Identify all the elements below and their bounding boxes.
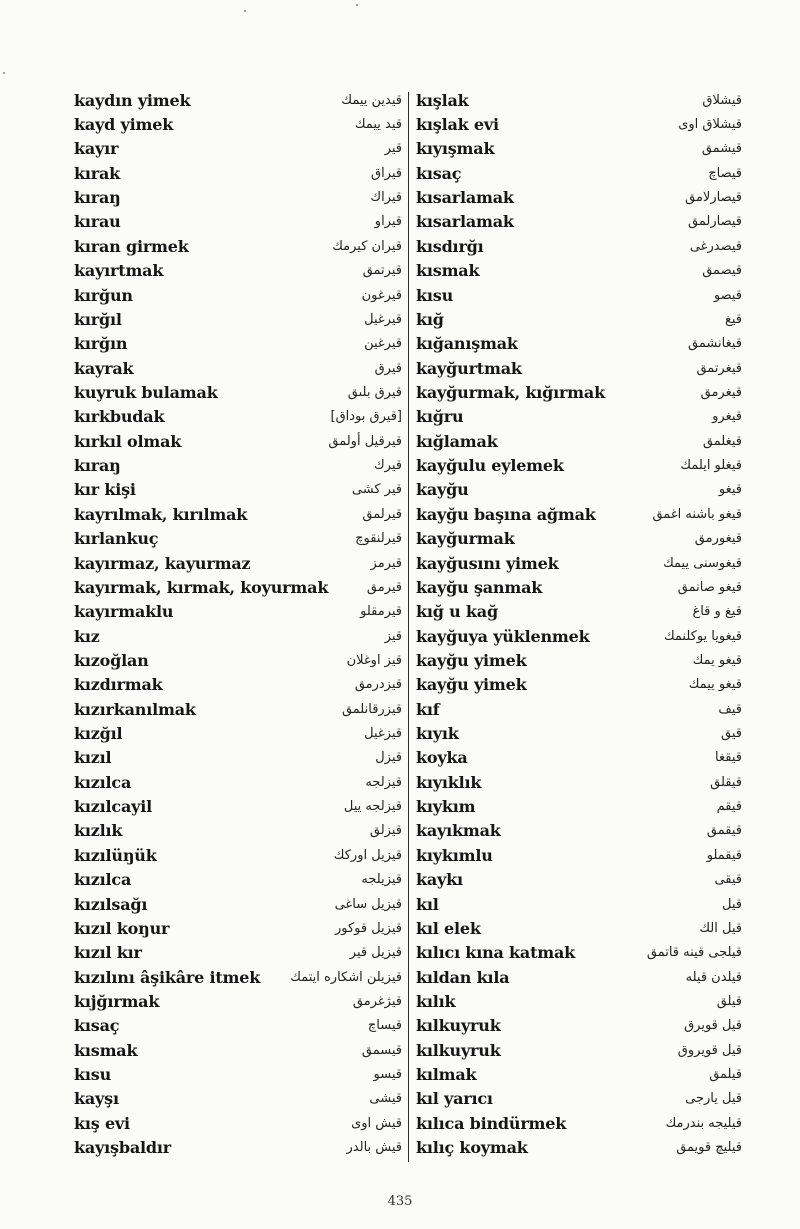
entry-ottoman-script: قيرمقلو [360, 604, 402, 620]
entry-ottoman-script: قيزغيل [364, 726, 402, 742]
entry-transliteration: kırğıl [74, 309, 122, 329]
entry-ottoman-script: قيصارلامق [685, 190, 742, 206]
dictionary-entry [74, 356, 402, 380]
entry-ottoman-script: قيغ و قاغ [692, 604, 742, 620]
dictionary-entry [74, 380, 402, 404]
entry-ottoman-script: قيش اوى [351, 1115, 402, 1131]
entry-transliteration: kayğu başına ağmak [416, 504, 596, 524]
dictionary-entry [74, 648, 402, 672]
entry-ottoman-script: [قيرق بوداق] [330, 409, 402, 425]
entry-transliteration: kırğın [74, 334, 128, 354]
dictionary-entry [416, 746, 742, 770]
entry-transliteration: kısdırğı [416, 236, 484, 256]
entry-transliteration: kıykımlu [416, 845, 493, 865]
entry-ottoman-script: قيغورمق [694, 531, 742, 547]
entry-ottoman-script: قيرمز [370, 555, 402, 571]
dictionary-entry [416, 1135, 742, 1159]
dictionary-entry [74, 916, 402, 940]
dictionary-entry [416, 356, 742, 380]
entry-transliteration: koyka [416, 748, 468, 768]
entry-transliteration: kırak [74, 163, 121, 183]
dictionary-entry [416, 868, 742, 892]
entry-ottoman-script: قيقم [716, 799, 742, 815]
dictionary-entry [416, 453, 742, 477]
dictionary-entry [416, 941, 742, 965]
dictionary-entry [74, 88, 402, 112]
dictionary-entry [416, 721, 742, 745]
entry-transliteration: kayşı [74, 1089, 119, 1109]
dictionary-entry [416, 697, 742, 721]
dictionary-entry [74, 1135, 402, 1159]
entry-ottoman-script: قيشلاق اوى [678, 117, 742, 133]
dictionary-entry [74, 112, 402, 136]
dictionary-entry [74, 478, 402, 502]
dictionary-entry [416, 1062, 742, 1086]
entry-ottoman-script: قيران كيرمك [332, 238, 402, 254]
entry-transliteration: kırğun [74, 285, 133, 305]
entry-ottoman-script: قيرتمق [362, 263, 402, 279]
scan-speck [3, 72, 5, 74]
dictionary-entry [416, 88, 742, 112]
entry-ottoman-script: قيليچ قويمق [676, 1140, 742, 1156]
entry-ottoman-script: قيزلجه [365, 774, 402, 790]
entry-transliteration: kızğıl [74, 724, 123, 744]
entry-transliteration: kayıkmak [416, 821, 501, 841]
column-divider [408, 92, 409, 1162]
dictionary-entry [74, 161, 402, 185]
dictionary-entry [416, 526, 742, 550]
entry-transliteration: kıjğırmak [74, 991, 160, 1011]
entry-transliteration: kıykım [416, 797, 476, 817]
entry-ottoman-script: قيرغين [364, 336, 402, 352]
entry-ottoman-script: قيشلاق [702, 92, 742, 108]
entry-transliteration: kısu [416, 285, 454, 305]
entry-transliteration: kırkbudak [74, 407, 165, 427]
entry-transliteration: kızlık [74, 821, 123, 841]
dictionary-entry [416, 112, 742, 136]
entry-transliteration: kısarlamak [416, 188, 514, 208]
entry-ottoman-script: قيزيل قير [349, 945, 402, 961]
entry-transliteration: kır kişi [74, 480, 136, 500]
entry-transliteration: kaydın yimek [74, 90, 191, 110]
dictionary-entry [74, 1038, 402, 1062]
entry-transliteration: kızılsağı [74, 894, 148, 914]
dictionary-entry [416, 819, 742, 843]
dictionary-entry [74, 575, 402, 599]
entry-ottoman-script: قيراق [370, 165, 402, 181]
dictionary-entry [416, 989, 742, 1013]
entry-ottoman-script: قيزيل ساغى [334, 896, 402, 912]
entry-ottoman-script: قيلدن قيله [685, 969, 742, 985]
dictionary-entry [74, 405, 402, 429]
entry-transliteration: kısarlamak [416, 212, 514, 232]
entry-transliteration: kızdırmak [74, 675, 163, 695]
dictionary-entry [74, 1087, 402, 1111]
left-column [74, 88, 402, 1160]
entry-transliteration: kıldan kıla [416, 967, 510, 987]
entry-ottoman-script: قيزل [375, 750, 402, 766]
entry-transliteration: kızıl [74, 748, 112, 768]
dictionary-entry [74, 429, 402, 453]
dictionary-entry [416, 137, 742, 161]
entry-ottoman-script: قيشى [369, 1091, 402, 1107]
entry-transliteration: kızıl kır [74, 943, 142, 963]
entry-transliteration: kığ u kağ [416, 602, 498, 622]
entry-transliteration: kızılını âşikâre itmek [74, 967, 261, 987]
entry-ottoman-script: قيغ [724, 311, 742, 327]
entry-ottoman-script: قيصمق [702, 263, 742, 279]
entry-transliteration: kayırmaz, kayurmaz [74, 553, 251, 573]
entry-ottoman-script: قيل قويرق [684, 1018, 742, 1034]
entry-transliteration: kuyruk bulamak [74, 382, 218, 402]
entry-ottoman-script: قيرقيل أولمق [328, 433, 402, 449]
entry-ottoman-script: قيلجى قينه قاتمق [646, 945, 742, 961]
entry-transliteration: kayğu yimek [416, 675, 527, 695]
entry-ottoman-script: قيزيل قوكور [334, 920, 402, 936]
entry-ottoman-script: قيراو [374, 214, 402, 230]
dictionary-entry [74, 453, 402, 477]
dictionary-entry [416, 429, 742, 453]
entry-ottoman-script: قيقملو [706, 847, 742, 863]
entry-ottoman-script: قيرلنقوچ [355, 531, 402, 547]
entry-transliteration: kıran girmek [74, 236, 189, 256]
entry-transliteration: kızılcayil [74, 797, 152, 817]
entry-ottoman-script: قيرغيل [364, 311, 402, 327]
entry-transliteration: kızıl koŋur [74, 918, 170, 938]
entry-transliteration: kıl yarıcı [416, 1089, 493, 1109]
entry-transliteration: kayğurmak [416, 529, 515, 549]
entry-transliteration: kayışbaldır [74, 1138, 171, 1158]
entry-ottoman-script: قيزدرمق [354, 677, 402, 693]
entry-ottoman-script: قيغوسنى ييمك [663, 555, 742, 571]
entry-ottoman-script: قيقغا [715, 750, 742, 766]
dictionary-entry [74, 502, 402, 526]
dictionary-entry [74, 283, 402, 307]
entry-transliteration: kayğurmak, kığırmak [416, 382, 605, 402]
entry-transliteration: kıyık [416, 724, 459, 744]
entry-transliteration: kılıca bindürmek [416, 1113, 567, 1133]
entry-ottoman-script: قيغويا يوكلنمك [663, 628, 742, 644]
entry-transliteration: kısaç [416, 163, 462, 183]
entry-ottoman-script: قيشمق [701, 141, 742, 157]
entry-transliteration: kırau [74, 212, 121, 232]
entry-transliteration: kayğu yimek [416, 650, 527, 670]
entry-ottoman-script: قيغرمق [700, 384, 742, 400]
dictionary-entry [74, 770, 402, 794]
entry-transliteration: kayrak [74, 358, 134, 378]
entry-transliteration: kığru [416, 407, 464, 427]
entry-ottoman-script: قيغانشمق [688, 336, 742, 352]
entry-ottoman-script: قيغو صانمق [677, 579, 742, 595]
dictionary-entry [416, 794, 742, 818]
dictionary-entry [74, 697, 402, 721]
entry-ottoman-script: قيصاچ [708, 165, 742, 181]
dictionary-entry [416, 234, 742, 258]
dictionary-entry [74, 234, 402, 258]
entry-ottoman-script: قيزرقانلمق [341, 701, 402, 717]
dictionary-entry [74, 941, 402, 965]
dictionary-entry [74, 721, 402, 745]
dictionary-entry [74, 892, 402, 916]
dictionary-entry [416, 210, 742, 234]
dictionary-entry [416, 648, 742, 672]
dictionary-entry [416, 575, 742, 599]
entry-transliteration: kısmak [74, 1040, 138, 1060]
dictionary-entry [416, 502, 742, 526]
entry-ottoman-script: قيش بالدر [346, 1140, 402, 1156]
dictionary-entry [74, 259, 402, 283]
entry-ottoman-script: قيژغرمق [352, 993, 402, 1009]
entry-ottoman-script: قيز [384, 628, 402, 644]
right-column [416, 88, 742, 1160]
dictionary-entry [416, 1038, 742, 1062]
entry-ottoman-script: قيرق بلىق [347, 384, 402, 400]
entry-ottoman-script: قيف [718, 701, 742, 717]
entry-transliteration: kayd yimek [74, 115, 174, 135]
entry-transliteration: kıf [416, 699, 440, 719]
entry-ottoman-script: قيزلجه ييل [343, 799, 402, 815]
entry-ottoman-script: قيلق [716, 993, 742, 1009]
dictionary-entry [416, 916, 742, 940]
entry-transliteration: kılkuyruk [416, 1040, 501, 1060]
entry-transliteration: kaykı [416, 870, 463, 890]
dictionary-entry [74, 210, 402, 234]
entry-ottoman-script: قيرغون [361, 287, 402, 303]
entry-transliteration: kısaç [74, 1016, 120, 1036]
entry-transliteration: kılkuyruk [416, 1016, 501, 1036]
entry-ottoman-script: قيدين ييمك [341, 92, 402, 108]
dictionary-entry [416, 600, 742, 624]
dictionary-entry [416, 965, 742, 989]
dictionary-entry [74, 746, 402, 770]
entry-ottoman-script: قيغو يمك [692, 652, 742, 668]
dictionary-entry [416, 405, 742, 429]
entry-ottoman-script: قيل [722, 896, 742, 912]
entry-ottoman-script: قيغلو ايلمك [680, 458, 742, 474]
dictionary-entry [416, 624, 742, 648]
dictionary-entry [416, 892, 742, 916]
entry-transliteration: kığanışmak [416, 334, 518, 354]
entry-ottoman-script: قيغرتمق [696, 360, 742, 376]
entry-transliteration: kırkıl olmak [74, 431, 182, 451]
entry-transliteration: kızılca [74, 772, 132, 792]
dictionary-entry [74, 624, 402, 648]
entry-ottoman-script: قيصارلمق [688, 214, 742, 230]
entry-ottoman-script: قيسو [373, 1067, 402, 1083]
scan-speck [356, 4, 358, 6]
dictionary-entry [416, 332, 742, 356]
entry-ottoman-script: قيز اوغلان [346, 652, 402, 668]
entry-ottoman-script: قيليجه بندرمك [665, 1115, 742, 1131]
entry-transliteration: kırlankuç [74, 529, 159, 549]
dictionary-entry [74, 551, 402, 575]
entry-transliteration: kılıç koymak [416, 1138, 528, 1158]
entry-transliteration: kızılüŋük [74, 845, 157, 865]
entry-ottoman-script: قيغو [718, 482, 742, 498]
entry-ottoman-script: قيزيل اوركك [333, 847, 402, 863]
entry-ottoman-script: قيل الك [699, 920, 742, 936]
entry-transliteration: kıl elek [416, 918, 481, 938]
entry-ottoman-script: قيصدرغى [689, 238, 742, 254]
entry-ottoman-script: قيصو [713, 287, 742, 303]
dictionary-entry [74, 600, 402, 624]
entry-transliteration: kayğu şanmak [416, 577, 543, 597]
entry-transliteration: kızılca [74, 870, 132, 890]
scan-speck [244, 10, 246, 12]
dictionary-entry [74, 794, 402, 818]
entry-ottoman-script: قيراك [370, 190, 402, 206]
dictionary-entry [416, 551, 742, 575]
dictionary-entry [74, 1062, 402, 1086]
entry-transliteration: kayırmak, kırmak, koyurmak [74, 577, 329, 597]
entry-transliteration: kısmak [416, 261, 480, 281]
dictionary-entry [416, 1014, 742, 1038]
entry-transliteration: kayğusını yimek [416, 553, 559, 573]
entry-ottoman-script: قيغلمق [702, 433, 742, 449]
dictionary-entry [416, 307, 742, 331]
entry-ottoman-script: قيلمق [709, 1067, 742, 1083]
entry-transliteration: kıyıklık [416, 772, 482, 792]
entry-ottoman-script: قيزيلن اشكاره ايتمك [290, 969, 402, 985]
entry-transliteration: kayğu [416, 480, 469, 500]
dictionary-entry [416, 380, 742, 404]
entry-ottoman-script: قيساچ [367, 1018, 402, 1034]
entry-transliteration: kıraŋ [74, 188, 121, 208]
dictionary-entry [74, 868, 402, 892]
entry-transliteration: kız [74, 626, 100, 646]
page-number: 435 [387, 1194, 413, 1209]
entry-transliteration: kayğulu eylemek [416, 456, 564, 476]
entry-transliteration: kayırmaklu [74, 602, 174, 622]
dictionary-entry [416, 185, 742, 209]
dictionary-entry [74, 673, 402, 697]
entry-transliteration: kığ [416, 309, 444, 329]
dictionary-entry [74, 137, 402, 161]
entry-transliteration: kayğuya yüklenmek [416, 626, 590, 646]
dictionary-entry [74, 989, 402, 1013]
entry-ottoman-script: قيل يارجى [685, 1091, 742, 1107]
dictionary-entry [74, 1014, 402, 1038]
entry-transliteration: kızoğlan [74, 650, 149, 670]
entry-transliteration: kayır [74, 139, 119, 159]
dictionary-entry [416, 283, 742, 307]
dictionary-entry [74, 307, 402, 331]
dictionary-entry [74, 819, 402, 843]
dictionary-entry [416, 843, 742, 867]
dictionary-entry [416, 161, 742, 185]
dictionary-entry [416, 478, 742, 502]
dictionary-entry [74, 185, 402, 209]
dictionary-entry [416, 1087, 742, 1111]
entry-ottoman-script: قير [384, 141, 402, 157]
dictionary-entry [74, 526, 402, 550]
entry-ottoman-script: قيغو باشنه اغمق [652, 506, 742, 522]
entry-transliteration: kıraŋ [74, 456, 121, 476]
entry-ottoman-script: قيقمق [706, 823, 742, 839]
entry-ottoman-script: قيق [721, 726, 742, 742]
entry-transliteration: kısu [74, 1065, 112, 1085]
dictionary-entry [416, 259, 742, 283]
entry-transliteration: kılık [416, 991, 456, 1011]
dictionary-entry [416, 1111, 742, 1135]
entry-ottoman-script: قيسمق [361, 1042, 402, 1058]
entry-ottoman-script: قيل قويروق [677, 1042, 742, 1058]
entry-transliteration: kığlamak [416, 431, 498, 451]
entry-ottoman-script: قيزلق [369, 823, 402, 839]
entry-transliteration: kızırkanılmak [74, 699, 196, 719]
entry-ottoman-script: قيرك [373, 458, 402, 474]
entry-ottoman-script: قيرلمق [362, 506, 402, 522]
dictionary-entry [416, 770, 742, 794]
entry-transliteration: kayrılmak, kırılmak [74, 504, 248, 524]
dictionary-entry [74, 843, 402, 867]
entry-ottoman-script: قيد ييمك [354, 117, 402, 133]
entry-transliteration: kış evi [74, 1113, 130, 1133]
entry-transliteration: kışlak [416, 90, 469, 110]
entry-transliteration: kılmak [416, 1065, 477, 1085]
entry-transliteration: kılıcı kına katmak [416, 943, 576, 963]
dictionary-entry [74, 1111, 402, 1135]
entry-ottoman-script: قير كشى [351, 482, 402, 498]
entry-ottoman-script: قيقلق [710, 774, 742, 790]
entry-ottoman-script: قيقى [714, 872, 742, 888]
entry-transliteration: kayğurtmak [416, 358, 522, 378]
entry-transliteration: kıl [416, 894, 439, 914]
entry-ottoman-script: قيرمق [366, 579, 402, 595]
entry-transliteration: kıyışmak [416, 139, 495, 159]
entry-transliteration: kayırtmak [74, 261, 164, 281]
dictionary-entry [74, 332, 402, 356]
entry-ottoman-script: قيرق [374, 360, 402, 376]
dictionary-entry [416, 673, 742, 697]
entry-ottoman-script: قيغو ييمك [688, 677, 742, 693]
dictionary-entry [74, 965, 402, 989]
entry-ottoman-script: قيغرو [712, 409, 742, 425]
entry-transliteration: kışlak evi [416, 115, 499, 135]
entry-ottoman-script: قيزيلجه [361, 872, 402, 888]
